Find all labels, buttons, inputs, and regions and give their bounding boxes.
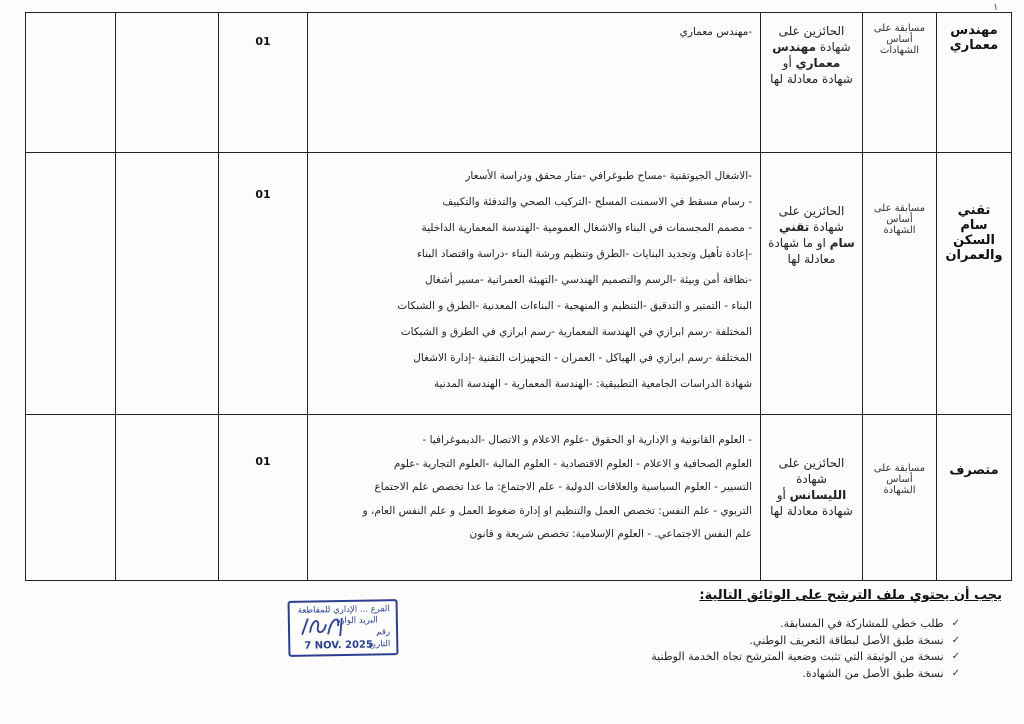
empty-cell	[116, 153, 219, 415]
stamp-date-label: التاريخ	[368, 639, 391, 650]
list-item: المختلفة -رسم ابرازي في الهياكل - العمران - التجهيزات التقنية -إدارة الاشغال	[413, 352, 752, 364]
check-icon: ✓	[951, 618, 960, 629]
grade-name: متصرف	[949, 463, 999, 478]
positions-count: 01	[255, 35, 271, 48]
positions-count: 01	[255, 188, 271, 201]
grade-name: تقني سام السكن والعمران	[945, 203, 1003, 263]
stamp-line: البريد الوارد	[336, 615, 378, 627]
stamp-number-label: رقم	[376, 627, 391, 638]
specialties-list	[308, 415, 760, 547]
list-item: شهادة الدراسات الجامعية التطبيقية: -الهندسة المعمارية - الهندسة المدنية	[434, 378, 752, 390]
table-row	[26, 153, 1012, 415]
positions-count: 01	[255, 455, 271, 468]
list-item: -نظافة أمن وبيئة -الرسم والتصميم الهندسي -التهيئة العمرانية -مسير أشغال	[425, 274, 752, 286]
check-icon: ✓	[951, 667, 960, 679]
list-item: -مهندس معماري	[679, 26, 752, 38]
list-item: ✓ نسخة طبق الأصل من الشهادة.	[651, 666, 960, 683]
list-item: -الاشغال الجيوتقنية -مساح طبوغرافي -متار محقق ودراسة الأسعار	[465, 170, 752, 182]
requirements-title: يجب أن يحتوي ملف الترشح على الوثائق التالية:	[699, 588, 1002, 603]
recruitment-mode: مسابقة على أساس الشهادة	[873, 463, 926, 496]
table-row	[26, 13, 1012, 153]
handwritten-number	[298, 612, 350, 641]
empty-cell	[26, 415, 116, 581]
list-item: التربوي - علم النفس: تخصص العمل والتنظيم او إدارة ضغوط العمل و علم النفس العام، و	[362, 504, 752, 517]
table-row	[26, 415, 1012, 581]
degree-name: مهندس معماري	[772, 40, 841, 70]
list-item: ✓ نسخة من الوثيقة التي تثبت وضعية المترشح تجاه الخدمة الوطنية	[651, 649, 960, 666]
stamp-date: 7 NOV. 2025	[304, 639, 374, 652]
requirements-list	[651, 616, 960, 682]
list-item: التسيير - العلوم السياسية والعلاقات الدولية - علم الاجتماع: ما عدا تخصص علم الاجتماع	[374, 481, 752, 493]
stamp-line: الفرع ... الإداري للمقاطعة	[297, 604, 390, 616]
specialties-list	[308, 153, 760, 397]
reception-stamp	[288, 599, 399, 657]
list-item: المختلفة -رسم ابرازي في الهندسة المعمارية -رسم ابرازي في الطرق و الشبكات	[400, 326, 752, 338]
empty-cell	[116, 415, 219, 581]
list-item: العلوم الصحافية و الاعلام - العلوم الاقتصادية - العلوم المالية -العلوم التجارية -علوم	[393, 457, 752, 470]
recruitment-mode: مسابقة على أساس الشهادات	[873, 23, 926, 56]
positions-table	[25, 12, 1012, 581]
list-item: - رسام مسقط في الاسمنت المسلح -التركيب الصحي والتدفئة والتكييف	[442, 196, 752, 208]
list-item: - مصمم المجسمات في البناء والاشغال العمومية -الهندسة المعمارية الداخلية	[421, 222, 752, 234]
list-item: ✓ طلب خطي للمشاركة في المسابقة.	[651, 616, 960, 633]
check-icon: ✓	[951, 651, 960, 662]
list-item: البناء - التمتير و التدقيق -التنظيم و المنهجية - البناءات المعدنية -الطرق و الشبكات	[397, 300, 752, 312]
empty-cell	[116, 13, 219, 153]
list-item: - العلوم القانونية و الإدارية او الحقوق -علوم الاعلام و الاتصال -الديموغرافيا -	[422, 434, 752, 446]
page-number: ١	[993, 2, 999, 13]
condition-text: الحائزين على شهادة الليسانس أو شهادة معادلة لها	[770, 456, 853, 518]
condition-text: الحائزين على شهادة تقني سام او ما شهادة معادلة لها	[768, 204, 855, 266]
check-icon: ✓	[951, 634, 960, 646]
list-item: ✓ نسخة طبق الأصل لبطاقة التعريف الوطني.	[651, 633, 960, 650]
specialties-list	[308, 13, 760, 45]
list-item: علم النفس الاجتماعي. - العلوم الإسلامية: تخصص شريعة و قانون	[469, 528, 752, 540]
empty-cell	[26, 13, 116, 153]
degree-name: الليسانس	[789, 488, 847, 502]
recruitment-mode: مسابقة على أساس الشهادة	[873, 203, 926, 236]
grade-name: مهندس معماري	[949, 23, 999, 53]
degree-name: تقني سام	[779, 220, 855, 250]
list-item: -إعادة تأهيل وتجديد البنايات -الطرق وتنظيم ورشة البناء -دراسة واقتصاد البناء	[416, 248, 752, 260]
condition-text: الحائزين على شهادة مهندس معماري أو شهادة معادلة لها	[770, 24, 853, 86]
empty-cell	[26, 153, 116, 415]
